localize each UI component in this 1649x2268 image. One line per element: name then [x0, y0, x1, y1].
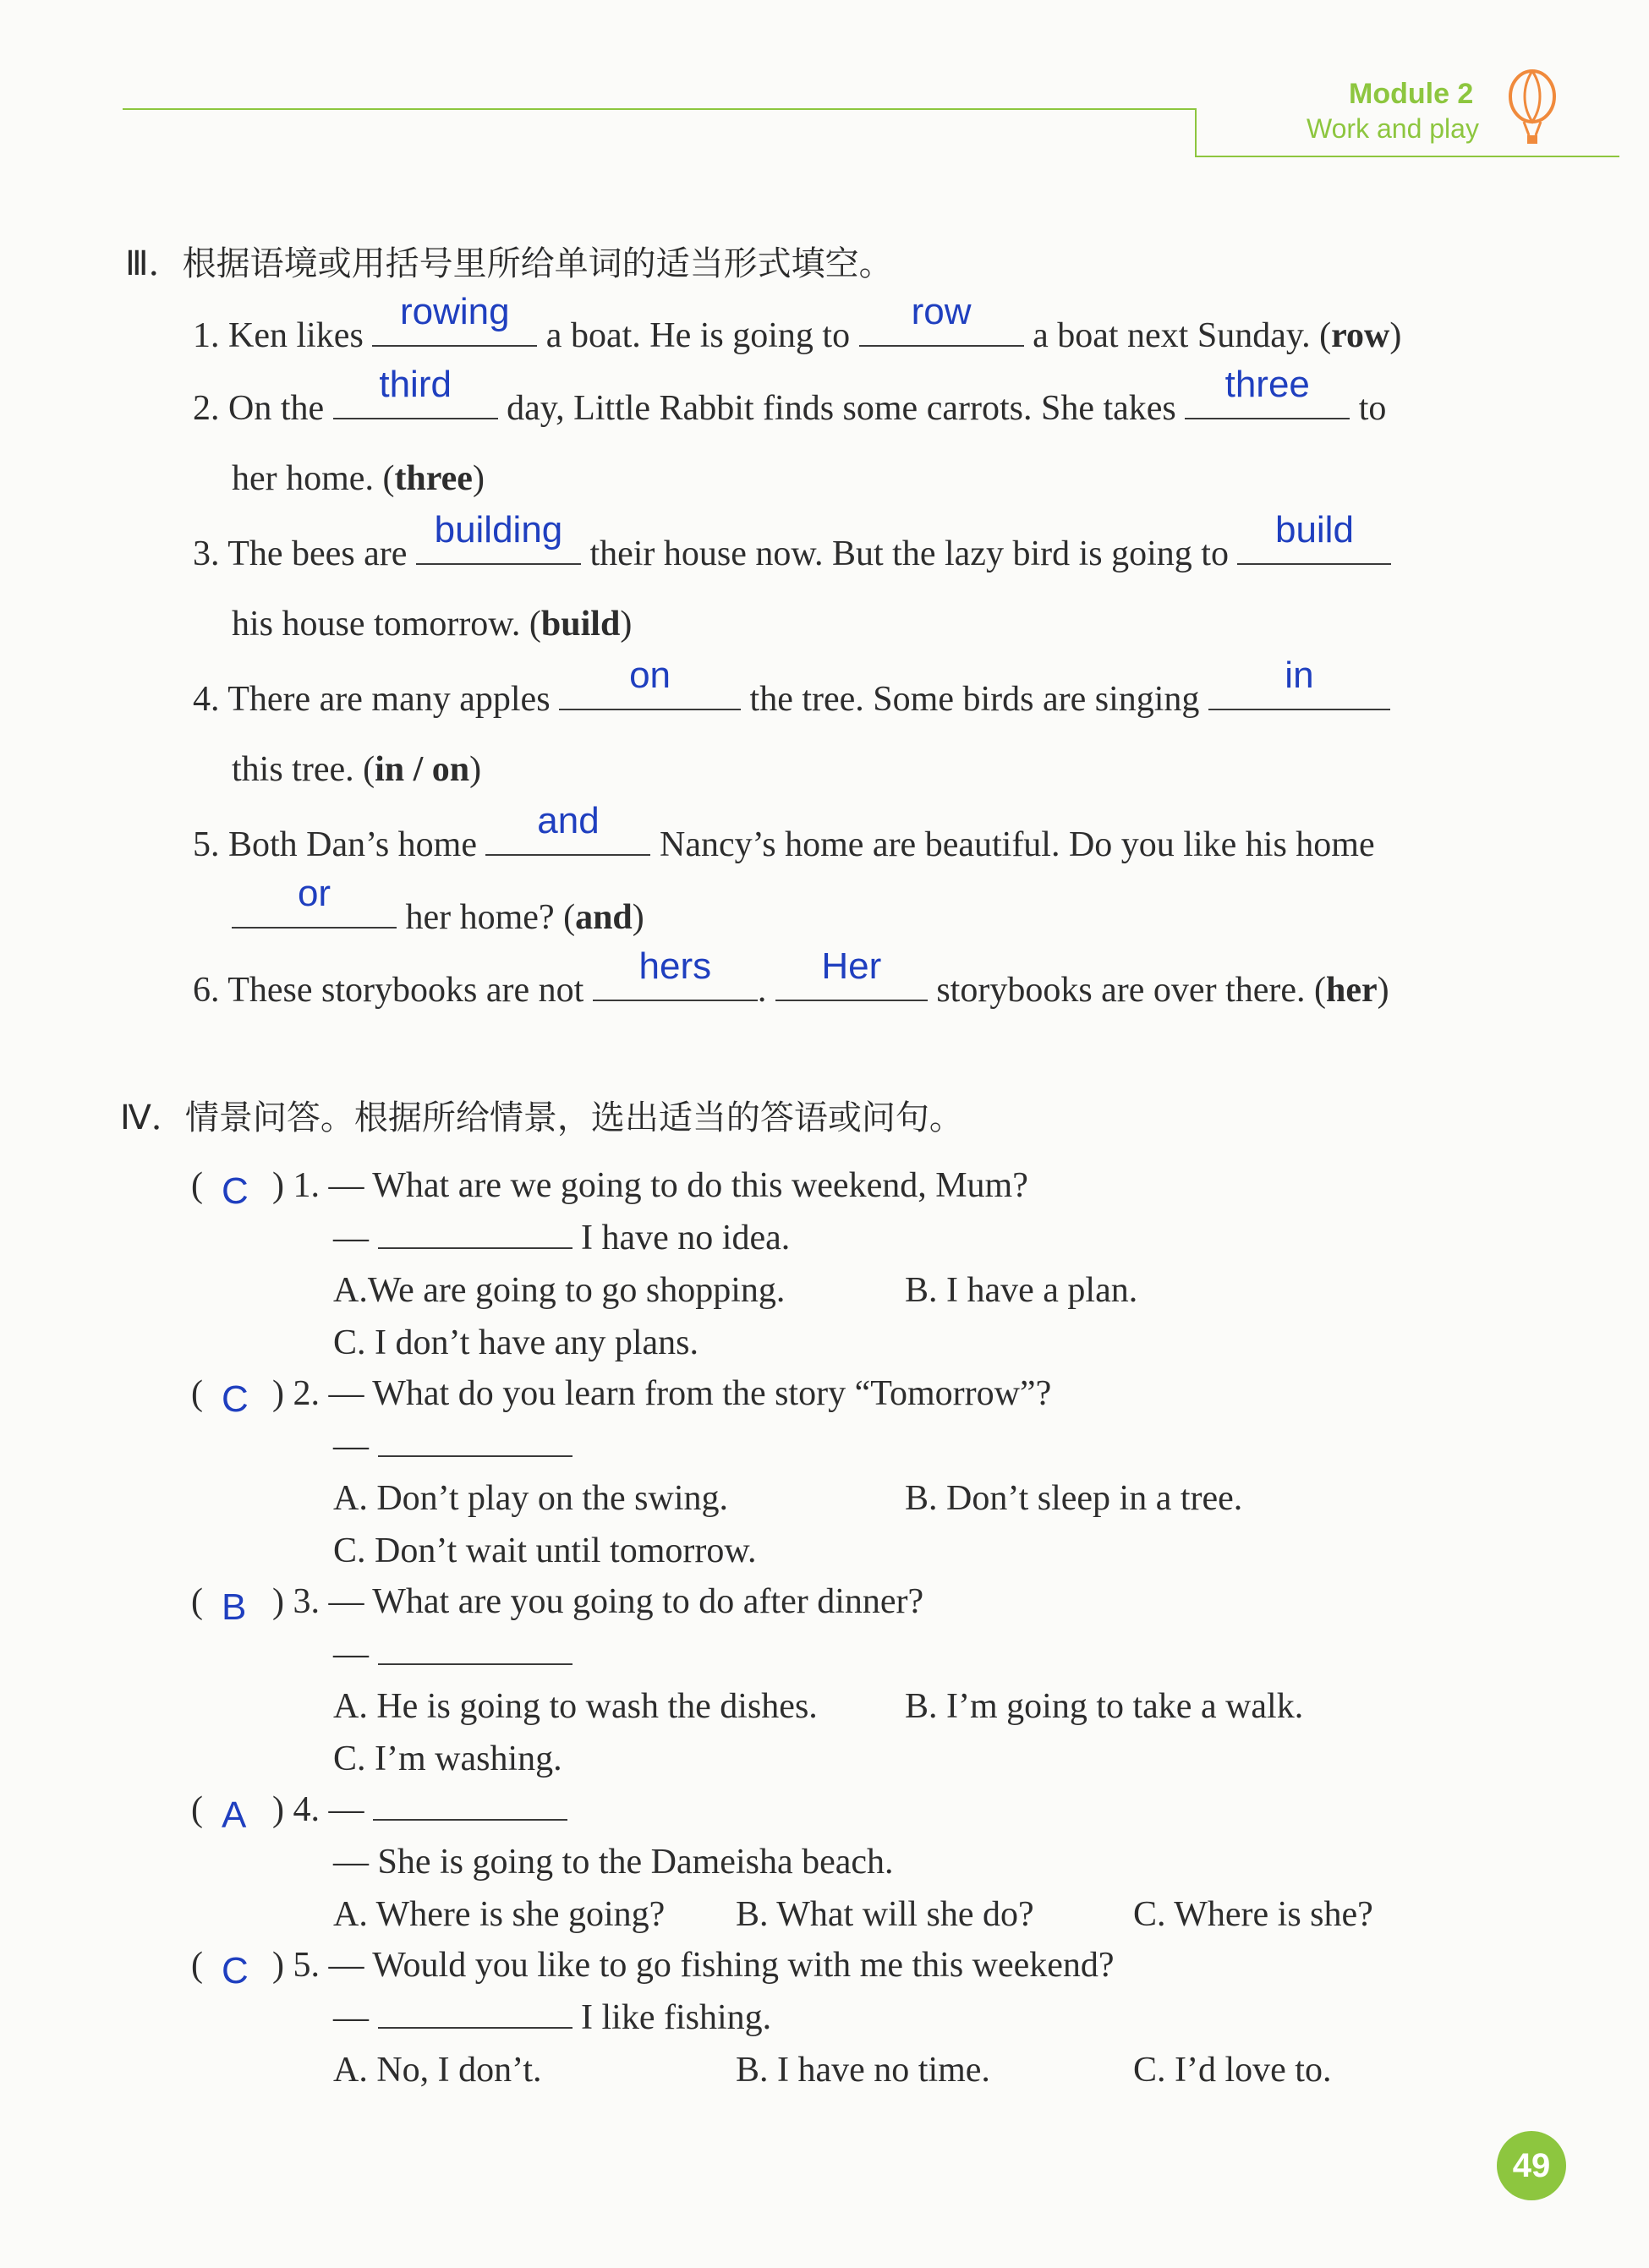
answer: building — [434, 509, 563, 551]
blank — [559, 655, 741, 710]
section-3-title: Ⅲ．根据语境或用括号里所给单词的适当形式填空。 — [125, 244, 893, 283]
text: storybooks are over there. ( — [927, 971, 1326, 1010]
q4-3-option-b: B. I’m going to take a walk. — [905, 1687, 1304, 1726]
text: 4. There are many apples — [193, 680, 560, 719]
q3-5-line2 — [232, 873, 644, 938]
answer: and — [537, 800, 600, 841]
text: a boat. He is going to — [537, 316, 859, 355]
blank — [593, 945, 758, 1001]
q4-3-reply — [333, 1634, 572, 1674]
text: — — [333, 1635, 369, 1674]
text: — What are you going to do after dinner? — [328, 1582, 924, 1621]
q4-4-answer: A — [222, 1794, 247, 1836]
text: her home. ( — [232, 459, 395, 498]
text: I like fishing. — [572, 1998, 772, 2037]
header-rule — [123, 108, 1197, 110]
q4-3-answer: B — [222, 1586, 247, 1628]
section-4-title: Ⅳ．情景问答。根据所给情景，选出适当的答语或问句。 — [120, 1098, 963, 1137]
text: 6. These storybooks are not — [193, 971, 593, 1010]
text: — — [333, 1219, 369, 1257]
q4-5-option-a: A. No, I don’t. — [333, 2051, 542, 2090]
text: ) — [472, 459, 485, 498]
text: I have no idea. — [572, 1219, 791, 1257]
q4-1-question — [272, 1165, 1028, 1206]
q4-4-question — [272, 1789, 567, 1830]
q4-4-reply: — She is going to the Dameisha beach. — [333, 1843, 894, 1882]
answer: build — [1274, 509, 1354, 551]
text: to — [1350, 389, 1387, 428]
q4-1-option-c: C. I don’t have any plans. — [333, 1323, 698, 1362]
text: 3. The bees are — [193, 534, 416, 573]
q4-4-option-b: B. What will she do? — [736, 1895, 1034, 1934]
q4-1-answer: C — [222, 1170, 249, 1212]
module-label: Module 2 — [1349, 78, 1474, 110]
answer: or — [297, 873, 331, 914]
blank — [1237, 509, 1391, 565]
hint-word: build — [540, 605, 621, 644]
q3-1 — [193, 291, 1402, 356]
blank — [373, 1790, 567, 1821]
blank — [372, 291, 537, 347]
q4-2-paren: ( — [191, 1374, 203, 1413]
q4-2-option-b: B. Don’t sleep in a tree. — [905, 1479, 1243, 1518]
module-subtitle: Work and play — [1307, 113, 1479, 144]
page-number: 49 — [1497, 2131, 1566, 2200]
answer: rowing — [399, 291, 510, 332]
text: — Would you like to go fishing with me this weekend? — [328, 1946, 1115, 1985]
q4-5-option-b: B. I have no time. — [736, 2051, 990, 2090]
text: — — [333, 1427, 369, 1465]
q4-5-reply — [333, 1997, 771, 2038]
q4-3-paren: ( — [191, 1582, 203, 1621]
blank — [775, 945, 928, 1001]
hint-word: and — [575, 898, 633, 937]
text: a boat next Sunday. ( — [1023, 316, 1332, 355]
q4-2-reply — [333, 1426, 572, 1466]
q3-3 — [193, 509, 1391, 574]
answer: three — [1224, 364, 1310, 405]
text: their house now. But the lazy bird is going to — [580, 534, 1238, 573]
q4-1-reply — [333, 1218, 790, 1258]
answer: on — [629, 655, 671, 696]
q4-3-option-a: A. He is going to wash the dishes. — [333, 1687, 818, 1726]
answer: row — [911, 291, 972, 332]
q3-6 — [193, 945, 1389, 1011]
answer: hers — [638, 945, 712, 987]
hint-word: her — [1325, 971, 1378, 1010]
q4-1-option-b: B. I have a plan. — [905, 1271, 1138, 1310]
blank — [378, 1427, 572, 1457]
text: — — [333, 1998, 369, 2037]
text: ) 3. — [272, 1582, 320, 1621]
text: ) — [1377, 971, 1389, 1010]
text: . — [757, 971, 775, 1010]
q3-5 — [193, 800, 1375, 865]
text: ) — [620, 605, 633, 644]
text: ) 4. — [272, 1790, 320, 1829]
hint-word: in / on — [375, 750, 470, 789]
blank — [378, 1635, 572, 1665]
blank — [416, 509, 581, 565]
text: her home? ( — [397, 898, 576, 937]
text: 2. On the — [193, 389, 333, 428]
blank — [333, 364, 498, 419]
q4-5-option-c: C. I’d love to. — [1133, 2051, 1332, 2090]
answer: third — [379, 364, 452, 405]
q4-2-option-c: C. Don’t wait until tomorrow. — [333, 1531, 757, 1570]
text: 5. Both Dan’s home — [193, 825, 486, 864]
q4-3-option-c: C. I’m washing. — [333, 1739, 562, 1778]
q3-4 — [193, 655, 1390, 720]
text: — What do you learn from the story “Tomorrow”? — [328, 1374, 1052, 1413]
q4-1-paren: ( — [191, 1166, 203, 1205]
text: the tree. Some birds are singing — [741, 680, 1208, 719]
text: this tree. ( — [232, 750, 375, 789]
q4-2-question — [272, 1373, 1051, 1414]
text: Nancy’s home are beautiful. Do you like his home — [650, 825, 1375, 864]
hint-word: row — [1331, 316, 1390, 355]
blank — [1208, 655, 1390, 710]
header-rule-right — [1195, 156, 1619, 157]
q4-1-option-a: A.We are going to go shopping. — [333, 1271, 786, 1310]
blank — [859, 291, 1024, 347]
blank — [378, 1998, 572, 2029]
text: — — [328, 1790, 364, 1829]
blank — [485, 800, 650, 856]
q4-2-option-a: A. Don’t play on the swing. — [333, 1479, 729, 1518]
q4-5-question — [272, 1945, 1115, 1986]
hint-word: three — [394, 459, 473, 498]
q3-2-line2 — [232, 458, 485, 499]
q3-3-line2 — [232, 604, 632, 644]
answer: Her — [821, 945, 882, 987]
balloon-icon — [1507, 69, 1558, 147]
header-rule-vertical — [1195, 108, 1197, 157]
blank — [1185, 364, 1350, 419]
blank — [232, 873, 397, 929]
text: day, Little Rabbit finds some carrots. She takes — [497, 389, 1186, 428]
blank — [378, 1219, 572, 1249]
q4-5-paren: ( — [191, 1946, 203, 1985]
text: ) 2. — [272, 1374, 320, 1413]
text: ) — [632, 898, 644, 937]
q4-4-option-a: A. Where is she going? — [333, 1895, 666, 1934]
q4-2-answer: C — [222, 1378, 249, 1420]
q4-5-answer: C — [222, 1950, 249, 1991]
text: ) 1. — [272, 1166, 320, 1205]
q3-4-line2 — [232, 749, 481, 790]
text: ) 5. — [272, 1946, 320, 1985]
q4-4-option-c: C. Where is she? — [1133, 1895, 1373, 1934]
q4-3-question — [272, 1581, 923, 1622]
q4-4-paren: ( — [191, 1790, 203, 1829]
text: — What are we going to do this weekend, Mum? — [328, 1166, 1028, 1205]
text: ) — [1389, 316, 1402, 355]
text: ) — [469, 750, 482, 789]
text: 1. Ken likes — [193, 316, 373, 355]
text: his house tomorrow. ( — [232, 605, 541, 644]
answer: in — [1285, 655, 1314, 696]
q3-2 — [193, 364, 1387, 429]
